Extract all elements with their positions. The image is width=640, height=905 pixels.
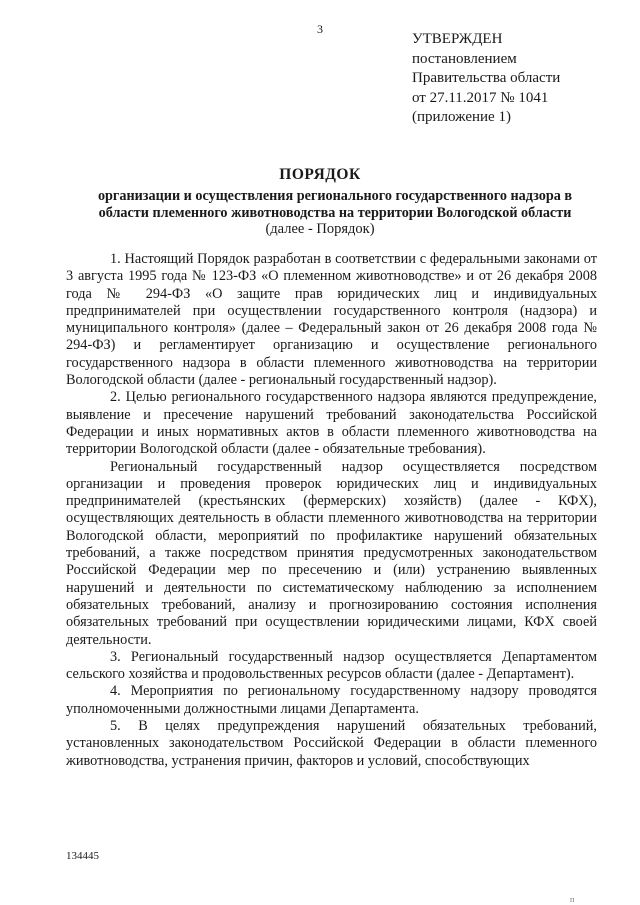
paragraph: 1. Настоящий Порядок разработан в соответствии с федеральными законами от 3 августа 1995 года № 123-ФЗ «О племенном животноводстве» и от 26 декабря 2008 года № 294-ФЗ «О защите прав юридических лиц и индивидуальных предпринимателей при осуществлении государственного контроля (надзора) и муниципального контроля» (далее – Федеральный закон от 26 декабря 2008 года № 294-ФЗ) и регламентирует организацию и осуществление регионального государственного надзора в области племенного животноводства на территории Вологодской области (далее - региональный государственный надзор). xyxy=(66,251,597,389)
approval-line: Правительства области xyxy=(412,70,561,86)
page-number: 3 xyxy=(317,22,323,36)
approval-line: постановлением xyxy=(412,50,517,67)
document-title: ПОРЯДОК xyxy=(279,166,361,183)
paragraph: 2. Целью регионального государственного надзора являются предупреждение, выявление и пресечение нарушений требований законодательства Российской Федерации и иных нормативных актов в области племенного животноводства на территории Вологодской области (далее - обязательные требования). xyxy=(66,389,597,458)
document-subtitle: организации и осуществления регионального государственного надзора в области племенного животноводства на территории Вологодской области xyxy=(97,188,573,221)
document-subnote: (далее - Порядок) xyxy=(265,221,375,237)
paragraph: 3. Региональный государственный надзор осуществляется Департаментом сельского хозяйства и продовольственных ресурсов области (далее - Департамент). xyxy=(66,648,597,683)
corner-mark: п xyxy=(570,895,575,904)
approval-line: от 27.11.2017 № 1041 xyxy=(412,89,549,106)
approval-block xyxy=(412,30,560,128)
paragraph: 4. Мероприятия по региональному государственному надзору проводятся уполномоченными должностными лицами Департамента. xyxy=(66,683,597,717)
approval-line: УТВЕРЖДЕН xyxy=(412,31,503,47)
paragraph: 5. В целях предупреждения нарушений обязательных требований, установленных законодательством Российской Федерации в области племенного животноводства, устранения причин, факторов и условий, способствующих xyxy=(66,718,597,769)
footer-code: 134445 xyxy=(66,850,99,862)
paragraph: Региональный государственный надзор осуществляется посредством организации и проведения проверок юридических лиц и индивидуальных предпринимателей (крестьянских (фермерских) хозяйств) (далее - КФХ), осуществляющих деятельность в области племенного животноводства на территории Вологодской области, мероприятий по профилактике нарушений обязательных требований, а также посредством принятия предусмотренных законодательством Российской Федерации мер по пресечению и (или) устранению выявленных нарушений и деятельности по систематическому наблюдению за исполнением обязательных требований, анализу и прогнозированию состояния исполнения обязательных требований при осуществлении юридическими лицами, КФХ своей деятельности. xyxy=(66,458,597,648)
approval-line: (приложение 1) xyxy=(412,109,511,125)
document-body xyxy=(66,251,597,770)
